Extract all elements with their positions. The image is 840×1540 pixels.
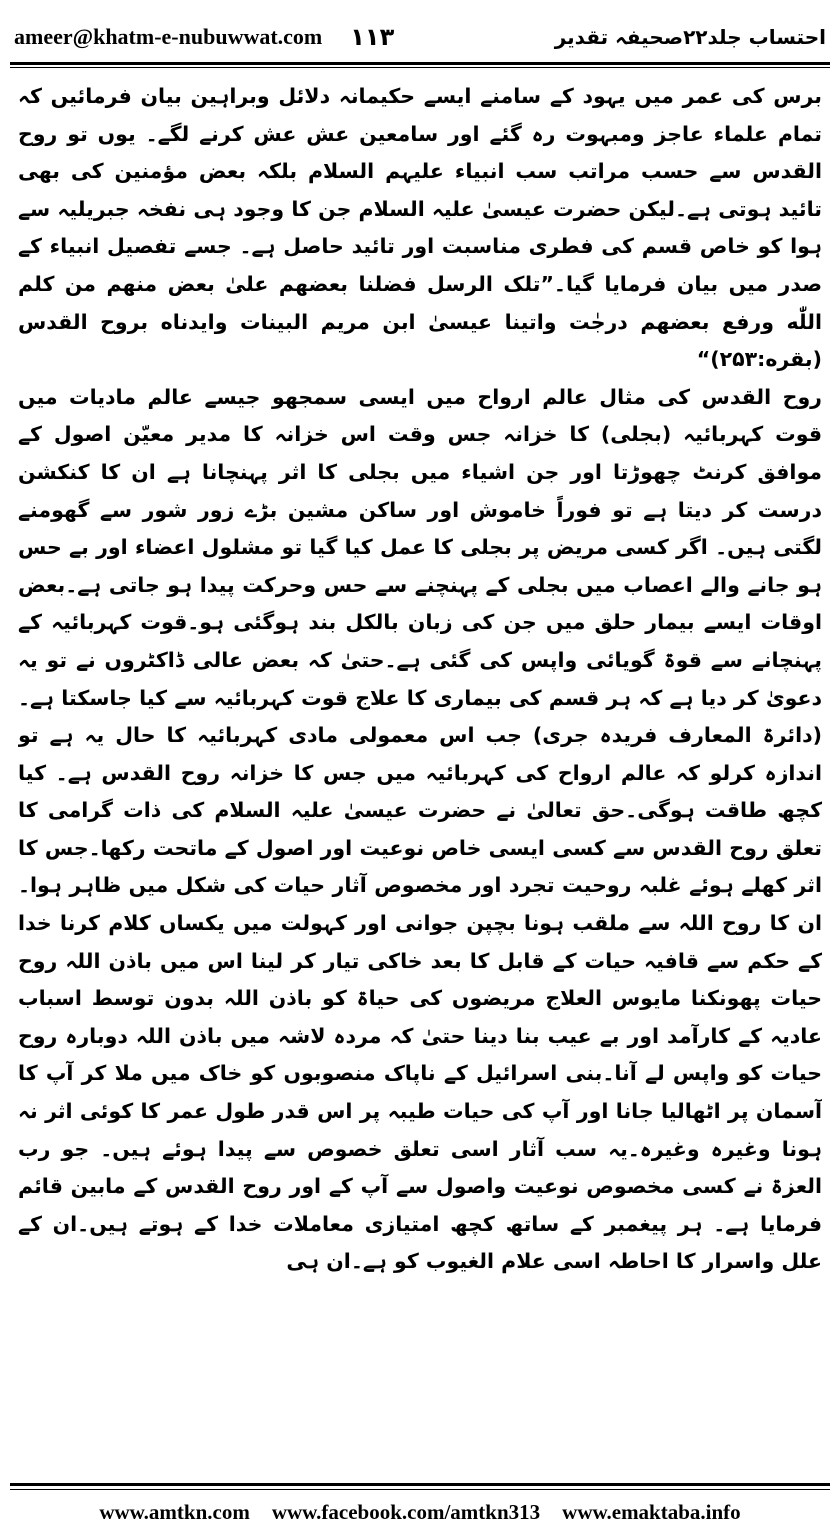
quranic-verse: تلک الرسل فضلنا بعضهم علیٰ بعض منهم من کلم اللّٰه ورفع بعضهم درجٰت واتینا عیسیٰ ابن مریم البینات وایدناه بروح القدس: [18, 271, 822, 334]
header-rule-thin: [10, 67, 830, 68]
footer-rule: [10, 1483, 830, 1486]
header-email: ameer@khatm-e-nubuwwat.com: [14, 24, 323, 49]
verse-reference: (بقره:۲۵۳)“: [696, 347, 822, 372]
page-body: [18, 78, 822, 1473]
page-number: ۱۱۳: [350, 23, 395, 51]
paragraph-1: [18, 78, 822, 379]
paragraph-2-text: روح القدس کی مثال عالم ارواح میں ایسی سمجھو جیسے عالم مادیات میں قوت کہربائیہ (بجلی) کا خزانہ جس وقت اس خزانہ کا مدیر معیّن اصول کے موافق کرنٹ چھوڑتا اور جن اشیاء میں بجلی کا اثر پہنچانا ہے ان کا کنکشن درست کر دیتا ہے تو فوراً خاموش اور ساکن مشین بڑے زور شور سے گھومنے لگتی ہیں۔ اگر کسی مریض پر بجلی کا عمل کیا گیا تو مشلول اعضاء اور بے حس ہو جانے والے اعصاب میں بجلی کے پہنچنے سے حس وحرکت پیدا ہو جاتی ہے۔بعض اوقات ایسے بیمار حلق میں جن کی زبان بالکل بند ہوگئی ہو۔قوت کہربائیہ کے پہنچانے سے قوۃ گویائی واپس کی گئی ہے۔حتیٰ کہ بعض عالی ڈاکٹروں نے تو یہ دعویٰ کر دیا ہے کہ ہر قسم کی بیماری کا علاج قوت کہربائیہ سے کیا جاسکتا ہے۔(دائرۃ المعارف فریدہ جری) جب اس معمولی مادی کہربائیہ کا حال یہ ہے تو اندازہ کرلو کہ عالم ارواح کی کہربائیہ میں جس کا خزانہ روح القدس ہے۔ کیا کچھ طاقت ہوگی۔حق تعالیٰ نے حضرت عیسیٰ علیہ السلام کی ذات گرامی کا تعلق روح القدس سے کسی ایسی خاص نوعیت اور اصول کے ماتحت رکھا۔جس کا اثر کھلے ہوئے غلبہ روحیت تجرد اور مخصوص آثار حیات کی شکل میں ظاہر ہوا۔ان کا روح اللہ سے ملقب ہونا بچپن جوانی اور کہولت میں یکساں کلام کرنا خدا کے حکم سے قافیہ حیات کے قابل کا بعد خاکی تیار کر لینا اس میں باذن اللہ روح حیات پھونکنا مایوس العلاج مریضوں کی حیاۃ کو باذن اللہ بدون توسط اسباب عادیہ کے کارآمد اور بے عیب بنا دینا حتیٰ کہ مردہ لاشہ میں باذن اللہ دوبارہ روح حیات کو واپس لے آنا۔بنی اسرائیل کے ناپاک منصوبوں کو خاک میں ملا کر آپ کا آسمان پر اٹھالیا جانا اور آپ کی حیات طیبہ پر اس قدر طول عمر کا کوئی اثر نہ ہونا وغیرہ وغیرہ۔یہ سب آثار اسی تعلق خصوص سے پیدا ہوئے ہیں۔ جو رب العزۃ نے کسی مخصوص نوعیت واصول سے آپ کے اور روح القدس کے مابین قائم فرمایا ہے۔ ہر پیغمبر کے ساتھ کچھ امتیازی معاملات خدا کے ہوتے ہیں۔ان کے علل واسرار کا احاطہ اسی علام الغیوب کو ہے۔ان ہی: [18, 384, 822, 1274]
book-title: احتساب جلد۲۲صحیفہ تقدیر: [554, 25, 826, 49]
footer-site-amtkn: www.amtkn.com: [99, 1500, 250, 1524]
page-footer: [0, 1500, 840, 1534]
paragraph-2: [18, 379, 822, 1281]
paragraph-1-text: برس کی عمر میں یہود کے سامنے ایسے حکیمانہ دلائل وبراہین بیان فرمائیں کہ تمام علماء عاجز ومبہوت رہ گئے اور سامعین عش عش کرنے لگے۔ یوں تو روح القدس سے حسب مراتب سب انبیاء علیہم السلام بلکہ بعض مؤمنین کی بھی تائید ہوتی ہے۔لیکن حضرت عیسیٰ علیہ السلام جن کا وجود ہی نفخہ جبریلیہ سے ہوا کو خاص قسم کی فطری مناسبت اور تائید حاصل ہے۔ جسے تفصیل انبیاء کے صدر میں بیان فرمایا گیا۔”: [18, 84, 822, 296]
page-header: [14, 14, 826, 60]
footer-site-emaktaba: www.emaktaba.info: [562, 1500, 741, 1524]
header-left: [14, 23, 394, 51]
header-rule: [10, 62, 830, 65]
footer-rule-thin: [10, 1489, 830, 1490]
footer-site-facebook: www.facebook.com/amtkn313: [271, 1500, 541, 1524]
